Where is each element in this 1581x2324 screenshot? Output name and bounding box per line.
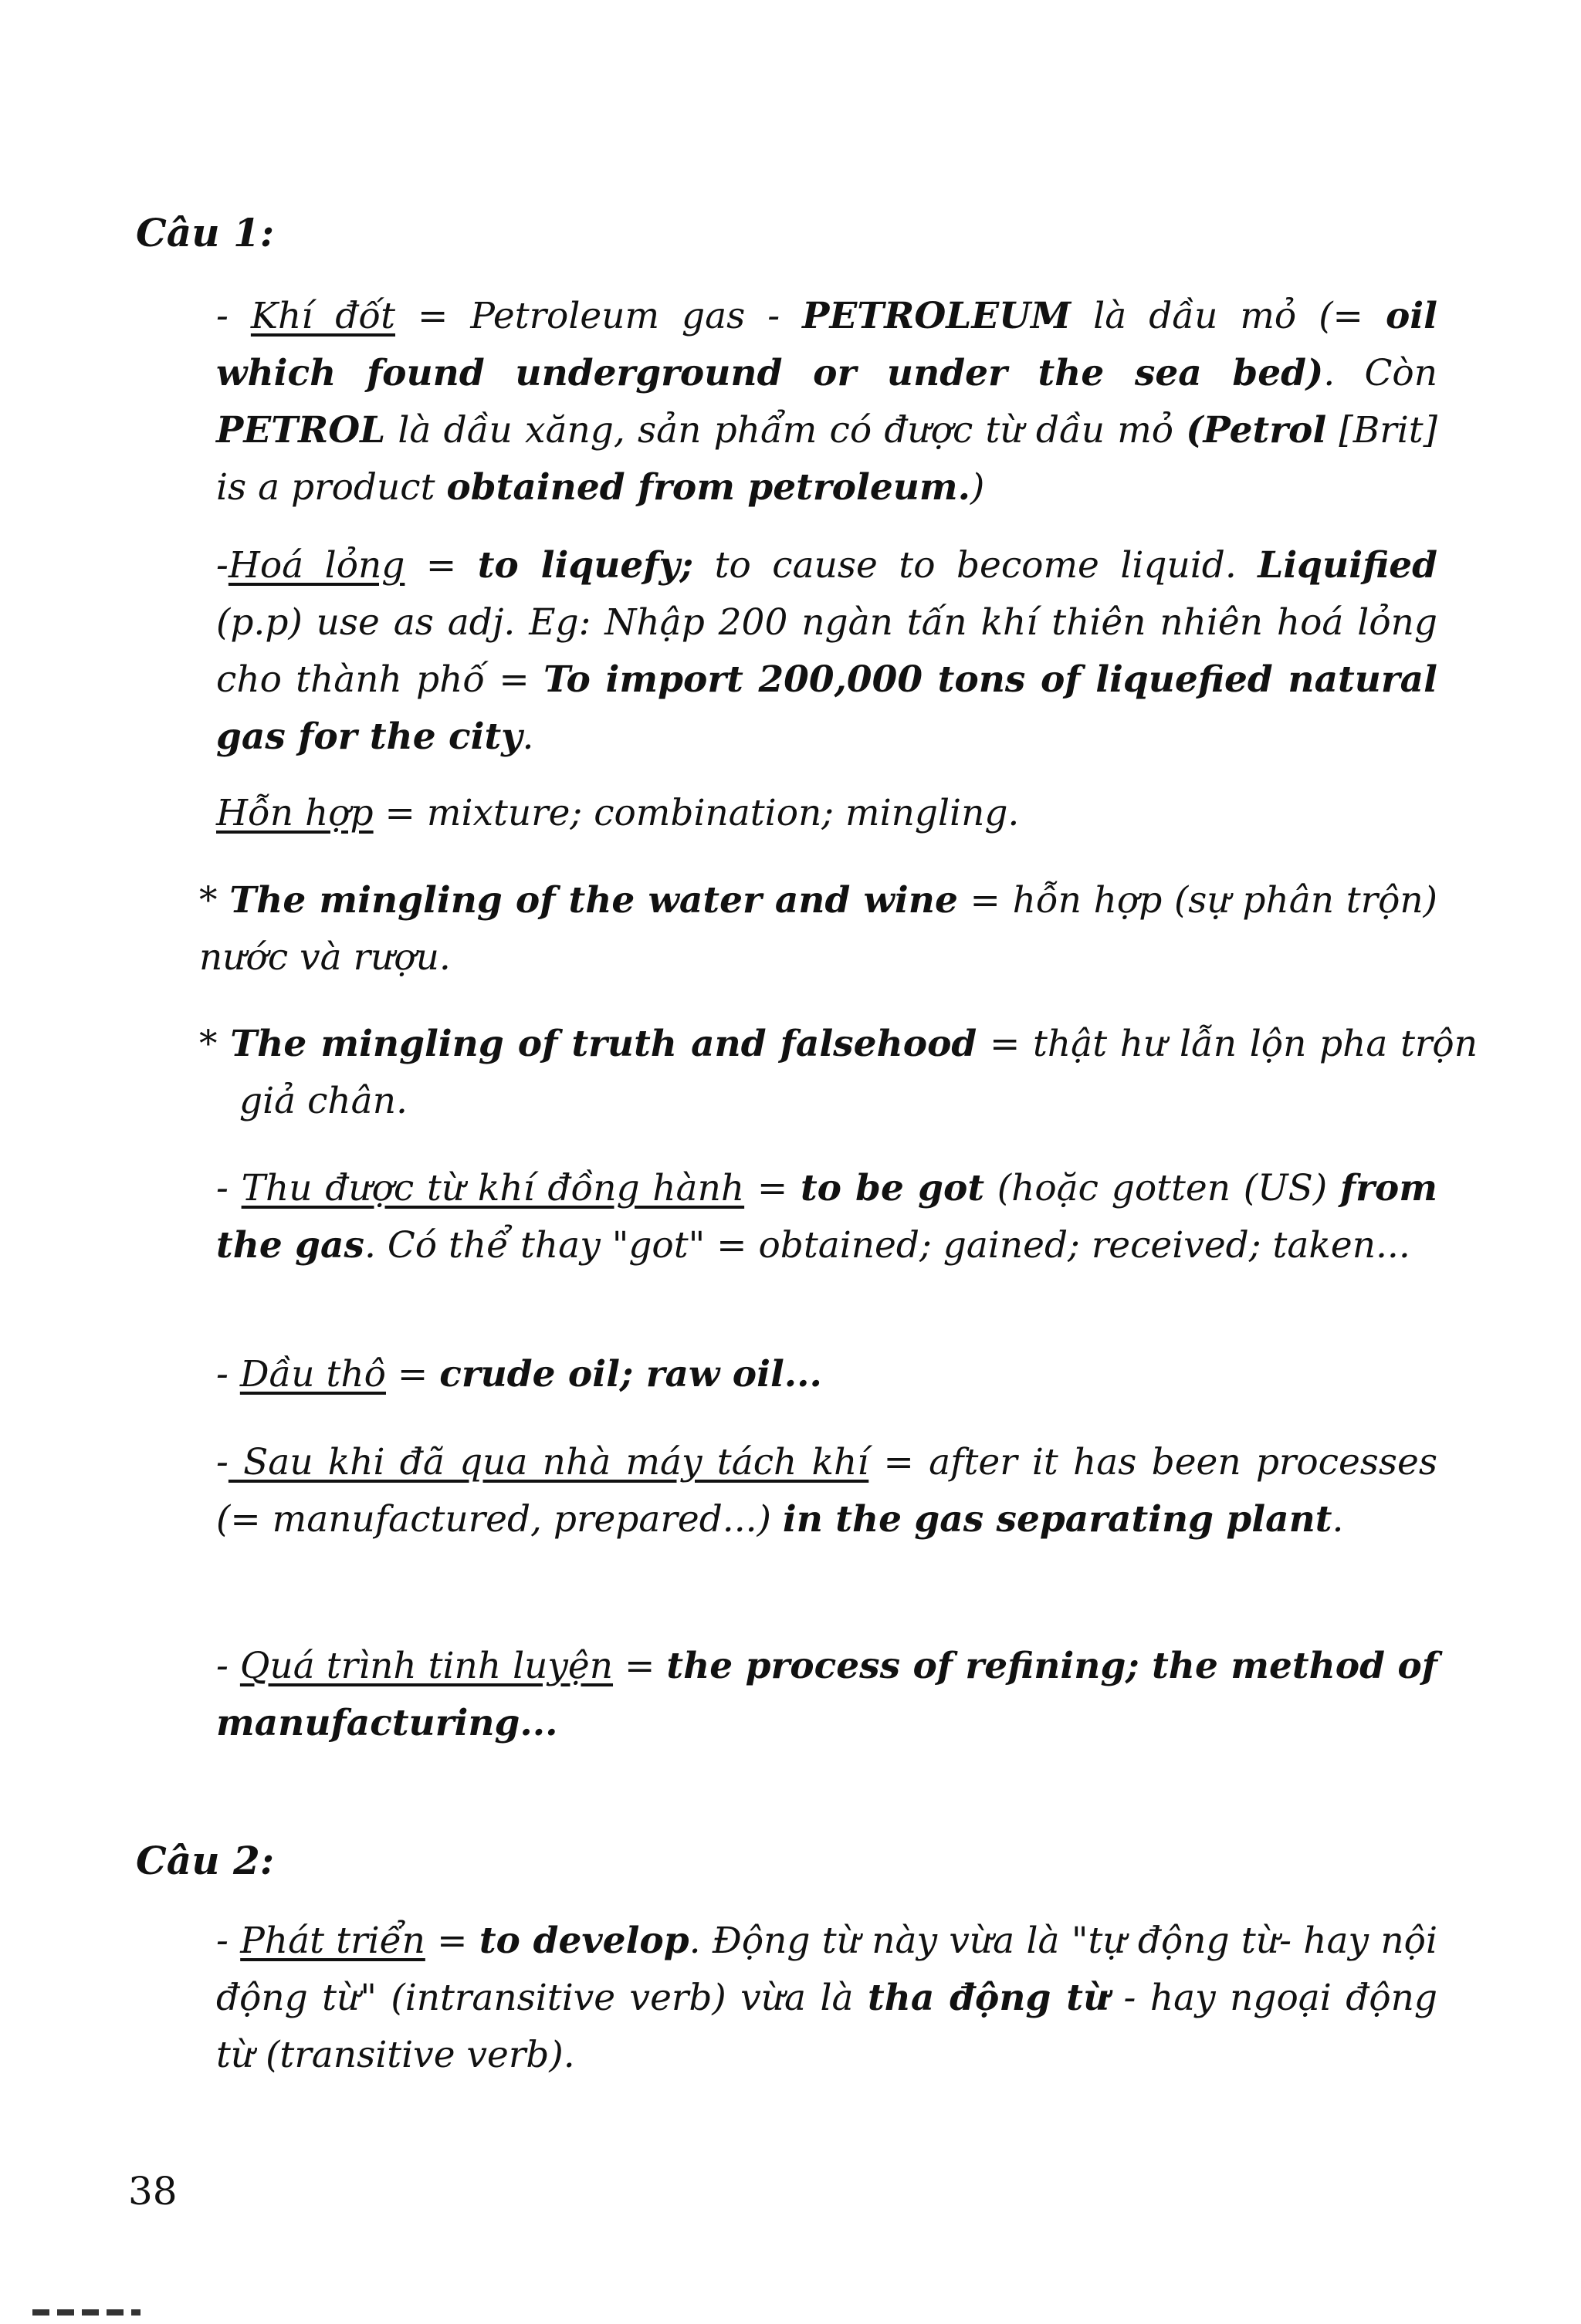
heading-cau-2: Câu 2: <box>136 1838 275 1883</box>
entry-text: (hoặc gotten (US) <box>984 1167 1340 1209</box>
entry-mingling-truth-falsehood <box>199 1016 1478 1130</box>
entry-text: là dầu mỏ (= <box>1071 295 1386 337</box>
entry-bold: to be got <box>800 1167 985 1209</box>
entry-bold: obtained from petroleum. <box>446 466 970 509</box>
bullet-star: * <box>199 879 230 922</box>
entry-bold: to develop <box>479 1920 689 1962</box>
entry-bold: tha động từ <box>867 1977 1110 2019</box>
entry-bold: To import 200,000 tons of liquefied natural gas for the city <box>216 658 1437 758</box>
entry-term: Thu được từ khí đồng hành <box>241 1167 745 1209</box>
entry-text: = <box>405 544 478 587</box>
entry-dau-tho <box>216 1346 1437 1403</box>
entry-text: (p.p) use as adj. Eg: Nhập 200 ngàn tấn khí thiên nhiên hoá lỏng cho thành phố = <box>216 601 1437 701</box>
entry-text: = after it has been processes (= manufactured, prepared...) <box>216 1441 1437 1541</box>
entry-bold: Liquified <box>1258 544 1438 587</box>
entry-sau-khi <box>216 1434 1437 1548</box>
entry-prefix: - <box>216 1645 240 1687</box>
entry-text: = <box>385 1353 440 1395</box>
entry-hon-hop <box>216 785 1437 842</box>
entry-qua-trinh <box>216 1638 1437 1752</box>
entry-bold: from the gas <box>216 1167 1437 1267</box>
entry-bold: (Petrol <box>1186 409 1327 452</box>
entry-term: Hoá lỏng <box>228 544 405 587</box>
entry-prefix: - <box>216 1920 241 1962</box>
entry-term: Hỗn hợp <box>216 792 374 834</box>
entry-text: [Brit] is a product <box>216 409 1437 509</box>
entry-text: = <box>613 1645 667 1687</box>
entry-mingling-water-wine <box>199 872 1437 986</box>
footer-mark <box>32 2309 140 2316</box>
entry-text: . <box>1332 1498 1344 1541</box>
entry-prefix: - <box>216 544 229 587</box>
entry-bold: oil which found underground or under the sea bed) <box>216 295 1437 394</box>
heading-cau-1: Câu 1: <box>136 210 275 255</box>
entry-bold: the process of refining; the method of manufacturing... <box>216 1645 1438 1744</box>
entry-bold: The mingling of the water and wine <box>229 879 958 922</box>
entry-text: . Còn <box>1323 352 1437 394</box>
entry-text: = <box>425 1920 479 1962</box>
entry-text: = Petroleum gas - <box>395 295 803 337</box>
entry-text: - hay ngoại động từ (transitive verb). <box>216 1977 1437 2076</box>
entry-text: = <box>744 1167 801 1209</box>
entry-text: ) <box>970 466 985 509</box>
bullet-star: * <box>199 1023 231 1065</box>
entry-bold: PETROL <box>216 409 386 452</box>
entry-khi-dot <box>216 288 1437 516</box>
entry-prefix: - <box>216 1167 242 1209</box>
entry-bold: to liquefy; <box>477 544 694 587</box>
entry-bold: PETROLEUM <box>802 295 1071 337</box>
entry-phat-trien <box>216 1913 1437 2084</box>
entry-text: = mixture; combination; mingling. <box>373 792 1020 834</box>
entry-prefix: - <box>216 295 251 337</box>
entry-text: là dầu xăng, sản phẩm có được từ dầu mỏ <box>385 409 1187 452</box>
entry-text: . <box>522 715 534 758</box>
page-number: 38 <box>128 2169 178 2214</box>
entry-hoa-long <box>216 537 1437 766</box>
entry-bold: crude oil; raw oil... <box>439 1353 822 1395</box>
entry-thu-duoc <box>216 1160 1437 1274</box>
entry-text: = thật hư lẫn lộn pha trộn giả chân. <box>239 1023 1478 1122</box>
entry-text: . Động từ này vừa là "tự động từ- hay nội động từ" (intransitive verb) vừa là <box>216 1920 1437 2019</box>
entry-text: to cause to become liquid. <box>693 544 1258 587</box>
entry-term: Dầu thô <box>239 1353 386 1395</box>
entry-term: Phát triển <box>240 1920 425 1962</box>
entry-bold: in the gas separating plant <box>782 1498 1332 1541</box>
entry-term: Sau khi đã qua nhà máy tách khí <box>228 1441 869 1483</box>
entry-text: . Có thể thay "got" = obtained; gained; received; taken... <box>364 1224 1410 1267</box>
entry-term: Quá trình tinh luyện <box>239 1645 614 1687</box>
entry-term: Khí đốt <box>250 295 396 337</box>
entry-bold: The mingling of truth and falsehood <box>230 1023 977 1065</box>
entry-prefix: - <box>216 1353 240 1395</box>
entry-text: = hỗn hợp (sự phân trộn) nước và rượu. <box>199 879 1437 979</box>
entry-prefix: - <box>216 1441 229 1483</box>
